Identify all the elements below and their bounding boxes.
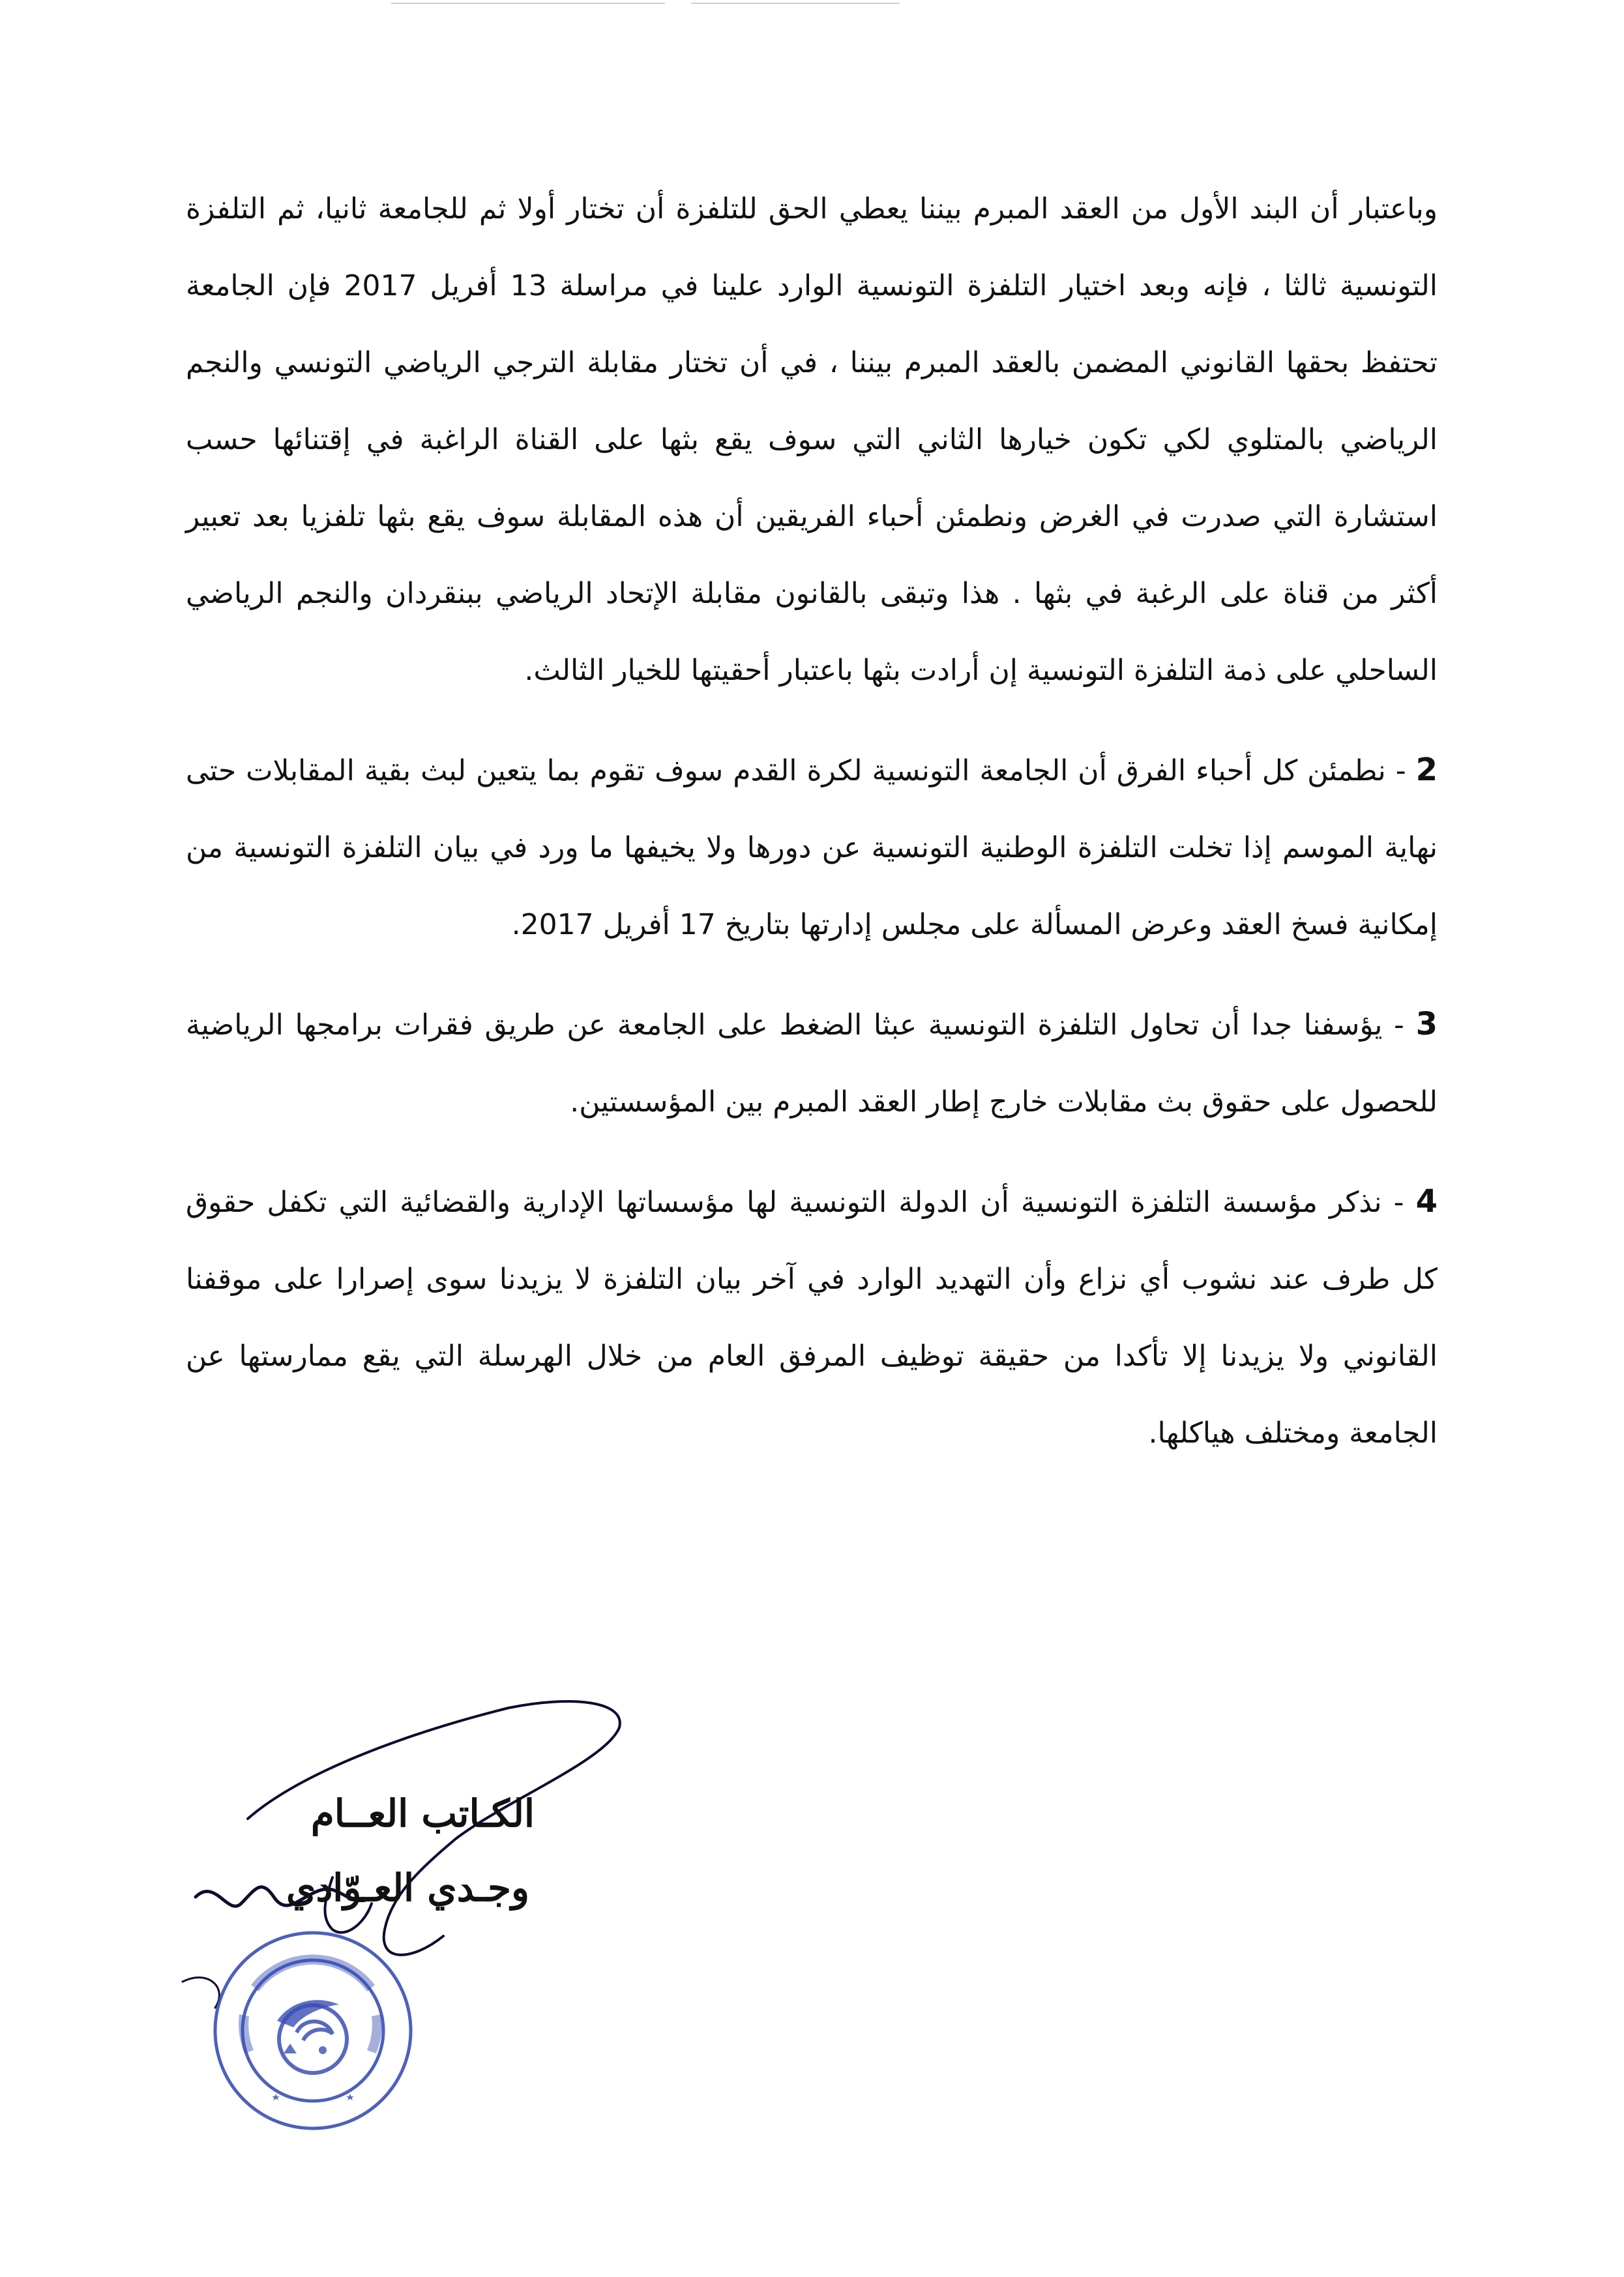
paragraph-2 — [186, 731, 1438, 963]
federation-stamp — [205, 1923, 421, 2138]
paragraph-number: 3 — [1415, 1006, 1438, 1042]
paragraph-number: 4 — [1415, 1183, 1438, 1220]
paragraph-3 — [186, 986, 1438, 1141]
scan-edge-mark — [391, 3, 665, 4]
paragraph-text: - نذكر مؤسسة التلفزة التونسية أن الدولة التونسية لها مؤسساتها الإدارية والقضائية التي تكفل حقوق كل طرف عند نشوب أي نزاع وأن التهديد الوارد في آخر بيان التلفزة لا يزيدنا سوى إصرارا على موقفنا القانوني ولا يزيدنا إلا تأكدا من حقيقة توظيف المرفق العام من خلال الهرسلة التي يقع ممارستها عن الجامعة ومختلف هياكلها. — [186, 1186, 1438, 1450]
signatory-title: الكـاتب العــام — [310, 1791, 535, 1836]
paragraph-text: وباعتبار أن البند الأول من العقد المبرم بيننا يعطي الحق للتلفزة أن تختار أولا ثم للجامعة ثانيا، ثم التلفزة التونسية ثالثا ، فإنه وبعد اختيار التلفزة التونسية الوارد علينا في مراسلة 13 أفريل 2017 فإن الجامعة تحتفظ بحقها القانوني المضمن بالعقد المبرم بيننا ، في أن تختار مقابلة الترجي الرياضي التونسي والنجم الرياضي بالمتلوي لكي تكون خيارها الثاني التي سوف يقع بثها على القناة الراغبة في إقتنائها حسب استشارة التي صدرت في الغرض ونطمئن أحباء الفريقين أن هذه المقابلة سوف يقع بثها تلفزيا بعد تعبير أكثر من قناة على الرغبة في بثها . هذا وتبقى بالقانون مقابلة الإتحاد الرياضي ببنقردان والنجم الرياضي الساحلي على ذمة التلفزة التونسية إن أرادت بثها باعتبار أحقيتها للخيار الثالث. — [186, 192, 1438, 687]
signature-block — [196, 1754, 535, 1949]
paragraph-4 — [186, 1163, 1438, 1472]
paragraph-text: - يؤسفنا جدا أن تحاول التلفزة التونسية عبثا الضغط على الجامعة عن طريق فقرات برامجها الرياضية للحصول على حقوق بث مقابلات خارج إطار العقد المبرم بين المؤسستين. — [186, 1008, 1438, 1119]
signatory-name: وجـدي العـوّادي — [286, 1866, 529, 1910]
letter-body — [186, 171, 1438, 1472]
scan-edge-mark — [691, 3, 900, 4]
paragraph-number: 2 — [1415, 752, 1438, 788]
paragraph-1 — [186, 171, 1438, 709]
paragraph-text: - نطمئن كل أحباء الفرق أن الجامعة التونسية لكرة القدم سوف تقوم بما يتعين لبث بقية المقابلات حتى نهاية الموسم إذا تخلت التلفزة الوطنية التونسية عن دورها ولا يخيفها ما ورد في بيان التلفزة التونسية من إمكانية فسخ العقد وعرض المسألة على مجلس إدارتها بتاريخ 17 أفريل 2017. — [186, 754, 1438, 941]
